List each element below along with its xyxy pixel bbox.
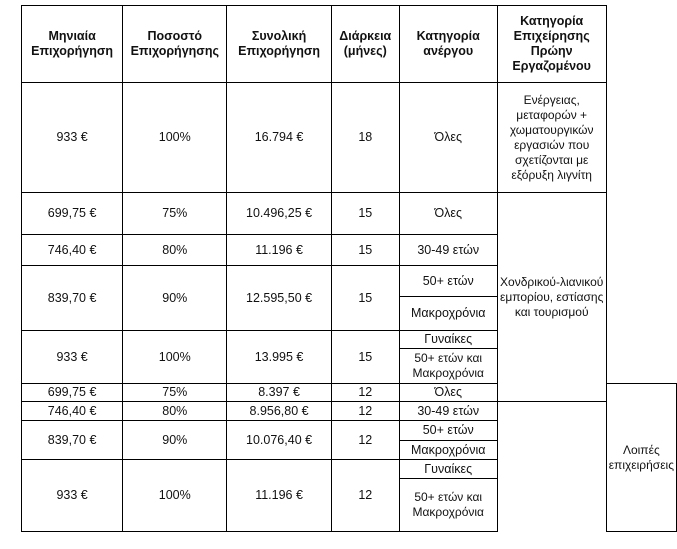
cell-total: 16.794 € [227, 83, 331, 193]
cell-duration: 15 [331, 331, 399, 384]
cell-duration: 12 [331, 402, 399, 421]
cell-monthly: 746,40 € [22, 235, 123, 266]
cell-category: 30-49 ετών [399, 235, 497, 266]
cell-business-group: Λοιπές επιχειρήσεις [606, 384, 676, 532]
header-monthly: Μηνιαία Επιχορήγηση [22, 6, 123, 83]
subsidy-table-wrapper [21, 5, 677, 532]
cell-percent: 80% [123, 402, 227, 421]
cell-percent: 90% [123, 421, 227, 460]
cell-percent: 75% [123, 193, 227, 235]
cell-category: Γυναίκες [399, 460, 497, 479]
table-row [22, 83, 677, 193]
cell-duration: 15 [331, 193, 399, 235]
cell-total: 10.076,40 € [227, 421, 331, 460]
cell-category: Γυναίκες [399, 331, 497, 349]
cell-duration: 12 [331, 421, 399, 460]
cell-duration: 18 [331, 83, 399, 193]
header-percent: Ποσοστό Επιχορήγησης [123, 6, 227, 83]
cell-category: Όλες [399, 193, 497, 235]
cell-percent: 90% [123, 266, 227, 331]
cell-monthly: 839,70 € [22, 421, 123, 460]
cell-monthly: 933 € [22, 460, 123, 532]
cell-monthly: 933 € [22, 331, 123, 384]
cell-monthly: 839,70 € [22, 266, 123, 331]
cell-business: Ενέργειας, μεταφορών + χωματουργικών εργασιών που σχετίζονται με εξόρυξη λιγνίτη [497, 83, 606, 193]
cell-total: 8.397 € [227, 384, 331, 402]
cell-category: Μακροχρόνια [399, 297, 497, 331]
cell-monthly: 746,40 € [22, 402, 123, 421]
cell-total: 11.196 € [227, 235, 331, 266]
cell-monthly: 699,75 € [22, 193, 123, 235]
cell-percent: 75% [123, 384, 227, 402]
cell-monthly: 699,75 € [22, 384, 123, 402]
cell-category: Όλες [399, 83, 497, 193]
cell-percent: 100% [123, 83, 227, 193]
subsidy-table [21, 5, 677, 532]
cell-duration: 12 [331, 384, 399, 402]
cell-category: 30-49 ετών [399, 402, 497, 421]
cell-percent: 100% [123, 331, 227, 384]
cell-percent: 100% [123, 460, 227, 532]
header-category: Κατηγορία ανέργου [399, 6, 497, 83]
cell-business-group: Χονδρικού-λιανικού εμπορίου, εστίασης και τουρισμού [497, 193, 606, 402]
cell-percent: 80% [123, 235, 227, 266]
cell-category: Μακροχρόνια [399, 441, 497, 460]
cell-duration: 15 [331, 235, 399, 266]
table-row [22, 421, 677, 441]
cell-category: 50+ ετών και Μακροχρόνια [399, 349, 497, 384]
header-row [22, 6, 677, 83]
cell-category: Όλες [399, 384, 497, 402]
cell-category: 50+ ετών [399, 266, 497, 297]
cell-total: 10.496,25 € [227, 193, 331, 235]
cell-duration: 12 [331, 460, 399, 532]
cell-total: 13.995 € [227, 331, 331, 384]
cell-category: 50+ ετών και Μακροχρόνια [399, 479, 497, 532]
cell-category: 50+ ετών [399, 421, 497, 441]
cell-duration: 15 [331, 266, 399, 331]
cell-total: 11.196 € [227, 460, 331, 532]
cell-monthly: 933 € [22, 83, 123, 193]
header-business: Κατηγορία Επιχείρησης Πρώην Εργαζομένου [497, 6, 606, 83]
table-row [22, 193, 677, 235]
cell-total: 8.956,80 € [227, 402, 331, 421]
header-total: Συνολική Επιχορήγηση [227, 6, 331, 83]
table-row [22, 460, 677, 479]
header-duration: Διάρκεια (μήνες) [331, 6, 399, 83]
cell-total: 12.595,50 € [227, 266, 331, 331]
table-row [22, 402, 677, 421]
